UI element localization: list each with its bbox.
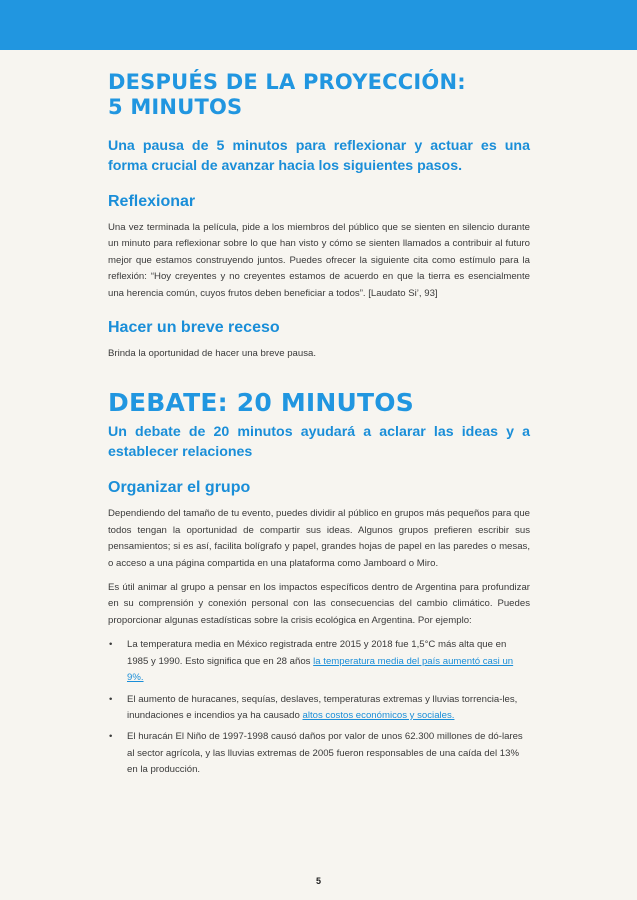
costs-link[interactable]: altos costos económicos y sociales. xyxy=(302,709,455,721)
list-item xyxy=(108,692,530,725)
debate-lead: Un debate de 20 minutos ayudará a aclarar las ideas y a establecer relaciones xyxy=(108,424,530,461)
header-bar xyxy=(0,0,637,50)
page-number: 5 xyxy=(315,876,321,886)
bullet-icon: • xyxy=(109,693,113,705)
section-title-after-screening xyxy=(108,70,530,120)
temperature-link[interactable]: la temperatura media del país aumentó casi un 9%. xyxy=(127,655,514,684)
impact-paragraph: Es útil animar al grupo a pensar en los impactos específicos dentro de Argentina para profundizar en su comprensión y conexión personal con las consecuencias del cambio climático. Puedes proporcionar algunas estadísticas sobre la crisis ecológica en Argentina. Por ejemplo: xyxy=(108,582,530,626)
list-item xyxy=(108,729,530,778)
bullet-icon: • xyxy=(109,639,113,651)
page-content xyxy=(108,70,530,784)
statistics-list xyxy=(108,637,530,778)
bullet-icon: • xyxy=(109,731,113,743)
section-title-line1: DESPUÉS DE LA PROYECCIÓN: xyxy=(108,70,466,94)
group-paragraph: Dependiendo del tamaño de tu evento, puedes dividir al público en grupos más pequeños para que todos tengan la oportunidad de compartir sus ideas. Algunos grupos prefieren escribir sus pensamientos; si es así, facilita bolígrafo y papel, grandes hojas de papel en las paredes o mesas, o acceso a una página compartida en una plataforma como Jamboard o Miro. xyxy=(108,508,530,569)
break-paragraph: Brinda la oportunidad de hacer una breve pausa. xyxy=(108,348,317,360)
list-item xyxy=(108,637,530,686)
break-heading: Hacer un breve receso xyxy=(108,319,280,337)
reflect-heading: Reflexionar xyxy=(108,193,196,210)
list-item-text: El aumento de huracanes, sequías, deslaves, temperaturas extremas y lluvias torrencia-les, inundaciones e incendios ya ha causado xyxy=(127,693,518,721)
list-item-text: El huracán El Niño de 1997-1998 causó daños por valor de unos 62.300 millones de dó-lares al sector agrícola, y las lluvias extremas de 2005 fueron responsables de una caída del 13% en la producción. xyxy=(127,731,523,776)
list-item-text: La temperatura media en México registrada entre 2015 y 2018 fue 1,5°C más alta que en 1985 y 1990. Esto significa que en 28 años xyxy=(127,639,507,667)
reflect-paragraph: Una vez terminada la película, pide a los miembros del público que se sienten en silencio durante un minuto para reflexionar sobre lo que han visto y cómo se sienten llamados a contribuir al futuro mejor que estamos construyendo juntos. Puedes ofrecer la siguiente cita como estímulo para la reflexión: “Hoy creyentes y no creyentes estamos de acuerdo en que la tierra es esencialmente una herencia común, cuyos frutos deben beneficiar a todos”. [Laudato Si’, 93] xyxy=(108,222,530,299)
section-title-debate: DEBATE: 20 MINUTOS xyxy=(108,388,414,418)
section-title-line2: 5 MINUTOS xyxy=(108,95,243,119)
group-heading: Organizar el grupo xyxy=(108,479,251,497)
section-lead: Una pausa de 5 minutos para reflexionar y actuar es una forma crucial de avanzar hacia los siguientes pasos. xyxy=(108,138,530,174)
